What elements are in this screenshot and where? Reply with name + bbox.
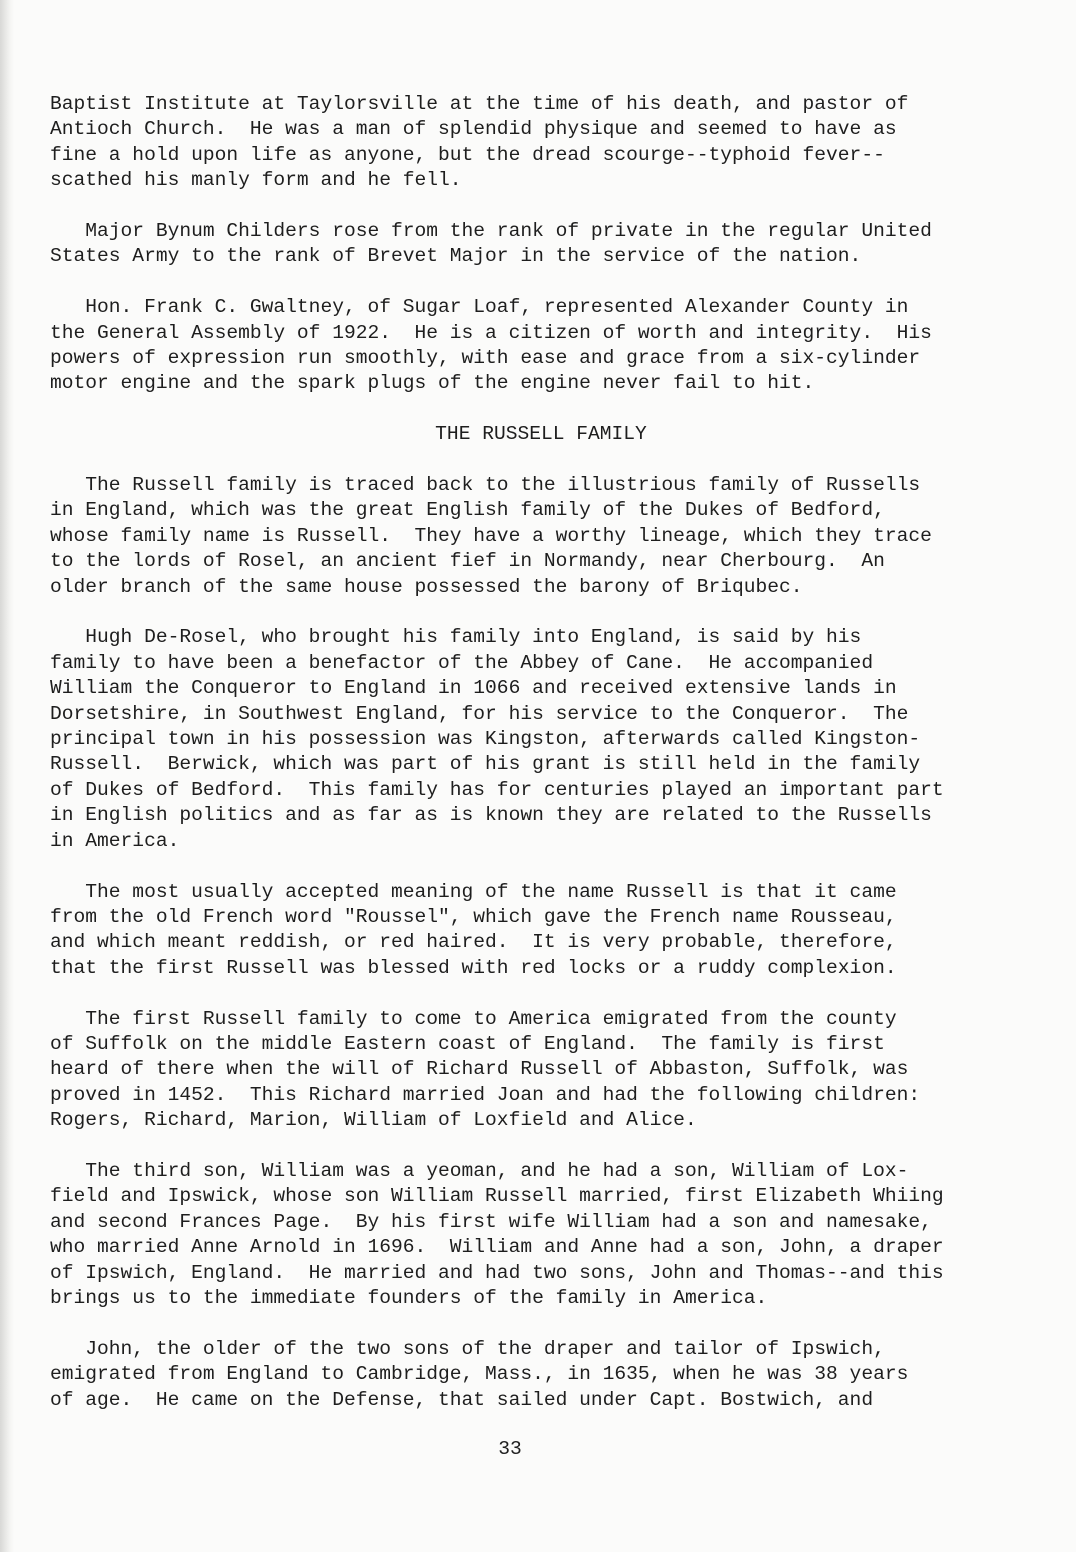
text-line: Major Bynum Childers rose from the rank of private in the regular United (50, 220, 932, 243)
text-line: and second Frances Page. By his first wife William had a son and namesake, (50, 1210, 932, 1233)
text-line: emigrated from England to Cambridge, Mass., in 1635, when he was 38 years (50, 1363, 909, 1386)
paragraph-frank-gwaltney (50, 295, 1010, 397)
text-line: fine a hold upon life as anyone, but the dread scourge--typhoid fever-- (50, 143, 885, 166)
text-line: Dorsetshire, in Southwest England, for his service to the Conqueror. The (50, 702, 909, 725)
page-edge-shadow (0, 0, 14, 1552)
text-line: in America. (50, 829, 180, 852)
text-line: scathed his manly form and he fell. (50, 169, 462, 192)
text-line: Rogers, Richard, Marion, William of Loxfield and Alice. (50, 1109, 697, 1132)
text-line: The third son, William was a yeoman, and he had a son, William of Lox- (50, 1159, 909, 1182)
text-line: The most usually accepted meaning of the name Russell is that it came (50, 880, 897, 903)
text-line: principal town in his possession was Kingston, afterwards called Kingston- (50, 728, 921, 751)
text-line: of Suffolk on the middle Eastern coast of England. The family is first (50, 1032, 885, 1055)
text-line: from the old French word "Roussel", which gave the French name Rousseau, (50, 905, 897, 928)
paragraph-childers-conclusion (50, 92, 1010, 194)
text-line: John, the older of the two sons of the draper and tailor of Ipswich, (50, 1337, 885, 1360)
text-line: powers of expression run smoothly, with ease and grace from a six-cylinder (50, 347, 921, 370)
text-line: proved in 1452. This Richard married Joan and had the following children: (50, 1083, 921, 1106)
text-line: older branch of the same house possessed the barony of Briqubec. (50, 575, 803, 598)
text-line: The Russell family is traced back to the illustrious family of Russells (50, 474, 921, 497)
document-body (50, 92, 1010, 1438)
paragraph-john-emigrated (50, 1337, 1010, 1413)
text-line: of age. He came on the Defense, that sailed under Capt. Bostwich, and (50, 1388, 874, 1411)
text-line: brings us to the immediate founders of the family in America. (50, 1286, 768, 1309)
text-line: family to have been a benefactor of the Abbey of Cane. He accompanied (50, 651, 874, 674)
page-number-text: 33 (498, 1438, 522, 1460)
paragraph-major-bynum-childers (50, 219, 1010, 270)
text-line: Hugh De-Rosel, who brought his family into England, is said by his (50, 626, 862, 649)
text-line: Baptist Institute at Taylorsville at the time of his death, and pastor of (50, 93, 909, 115)
paragraph-name-meaning (50, 880, 1010, 982)
text-line: States Army to the rank of Brevet Major in the service of the nation. (50, 245, 862, 268)
paragraph-third-son-william (50, 1159, 1010, 1311)
text-line: William the Conqueror to England in 1066 and received extensive lands in (50, 677, 897, 700)
text-line: motor engine and the spark plugs of the engine never fail to hit. (50, 372, 815, 395)
text-line: in England, which was the great English family of the Dukes of Bedford, (50, 499, 885, 522)
text-line: to the lords of Rosel, an ancient fief in Normandy, near Cherbourg. An (50, 550, 885, 573)
text-line: Russell. Berwick, which was part of his grant is still held in the family (50, 753, 921, 776)
text-line: and which meant reddish, or red haired. It is very probable, therefore, (50, 931, 897, 954)
text-line: The first Russell family to come to America emigrated from the county (50, 1007, 897, 1030)
text-line: the General Assembly of 1922. He is a citizen of worth and integrity. His (50, 321, 932, 344)
page-number (0, 1438, 1076, 1460)
paragraph-hugh-de-rosel (50, 625, 1010, 854)
text-line: that the first Russell was blessed with red locks or a ruddy complexion. (50, 956, 897, 979)
text-line: of Ipswich, England. He married and had two sons, John and Thomas--and this (50, 1261, 944, 1284)
text-line: of Dukes of Bedford. This family has for centuries played an important part (50, 778, 944, 801)
paragraph-russell-origins (50, 473, 1010, 600)
paragraph-first-russell-family (50, 1007, 1010, 1134)
text-line: in English politics and as far as is known they are related to the Russells (50, 804, 932, 827)
text-line: heard of there when the will of Richard Russell of Abbaston, Suffolk, was (50, 1058, 909, 1081)
text-line: Hon. Frank C. Gwaltney, of Sugar Loaf, represented Alexander County in (50, 296, 909, 319)
text-line: Antioch Church. He was a man of splendid physique and seemed to have as (50, 118, 897, 141)
text-line: who married Anne Arnold in 1696. William and Anne had a son, John, a draper (50, 1236, 944, 1259)
text-line: whose family name is Russell. They have a worthy lineage, which they trace (50, 524, 932, 547)
text-line: field and Ipswick, whose son William Russell married, first Elizabeth Whiing (50, 1185, 944, 1208)
section-heading: THE RUSSELL FAMILY (435, 423, 647, 446)
